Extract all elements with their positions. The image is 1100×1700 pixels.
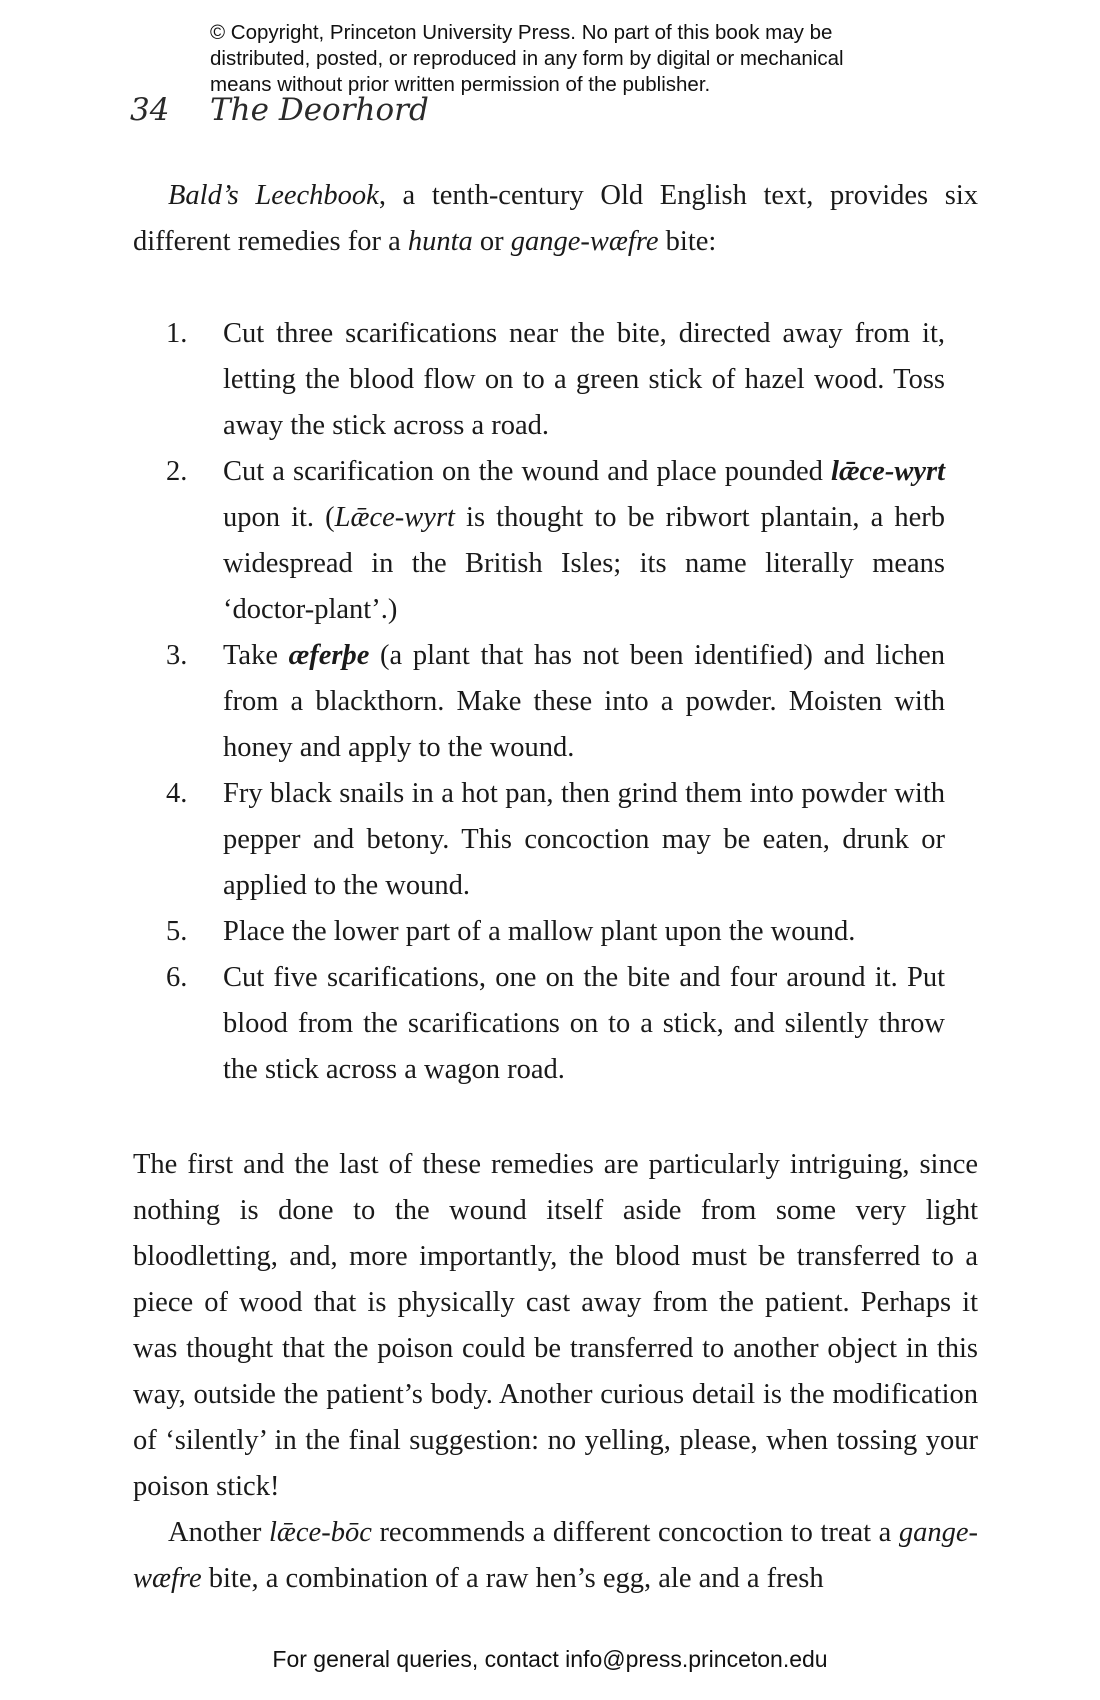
term-laece-wyrt: lǣce-wyrt <box>831 456 945 487</box>
copyright-notice <box>210 20 970 98</box>
item-text: Cut three scarifications near the bite, directed away from it, letting the blood flow on to a green stick of hazel wood. Toss away the stick across a road. <box>223 318 945 441</box>
intro-text: bite: <box>658 226 717 257</box>
running-head <box>130 92 429 128</box>
term-gange-waefre: gange-wæfre <box>510 226 659 257</box>
page-number: 34 <box>130 92 170 128</box>
item-text: Fry black snails in a hot pan, then grind them into powder with pepper and betony. This concoction may be eaten, drunk or applied to the wound. <box>223 778 945 901</box>
list-item <box>133 633 945 771</box>
paragraph-text: recommends a different concoction to treat a <box>371 1517 899 1548</box>
item-text: Cut a scarification on the wound and place pounded <box>223 456 832 487</box>
list-item <box>133 909 945 955</box>
copyright-line: © Copyright, Princeton University Press. No part of this book may be <box>210 21 833 44</box>
remedy-list <box>133 311 945 1093</box>
copyright-line: means without prior written permission of the publisher. <box>210 73 711 96</box>
item-text: upon it. ( <box>223 502 335 533</box>
book-title: Bald’s Leechbook <box>168 180 379 211</box>
item-number: 1. <box>166 318 188 349</box>
item-number: 6. <box>166 962 188 993</box>
list-item <box>133 771 945 909</box>
term-laece-boc: lǣce-bōc <box>268 1517 372 1548</box>
term-gange-waefre: gange-wæfre <box>133 1517 979 1594</box>
item-text: (a plant that has not been identified) and lichen from a blackthorn. Make these into a powder. Moisten with honey and apply to the wound. <box>223 640 946 763</box>
copyright-line: distributed, posted, or reproduced in any form by digital or mechanical <box>210 47 844 70</box>
item-text: Take <box>223 640 289 671</box>
paragraph-text: Another <box>168 1517 269 1548</box>
footer-contact: For general queries, contact info@press.princeton.edu <box>272 1646 828 1672</box>
item-number: 5. <box>166 916 188 947</box>
list-item <box>133 449 945 633</box>
list-item <box>133 311 945 449</box>
intro-text: or <box>472 226 511 257</box>
intro-paragraph <box>133 173 978 265</box>
item-text: is thought to be ribwort plantain, a herb widespread in the British Isles; its name literally means ‘doctor-plant’.) <box>223 502 945 625</box>
term-aeferthe: æferþe <box>288 640 370 671</box>
intro-text: , a tenth-century Old English text, provides six different remedies for a <box>133 180 978 257</box>
chapter-title: The Deorhord <box>210 92 429 128</box>
item-number: 4. <box>166 778 188 809</box>
body-paragraph: The first and the last of these remedies are particularly intriguing, since nothing is done to the wound itself aside from some very light bloodletting, and, more importantly, the blood must be transferred to a piece of wood that is physically cast away from the patient. Perhaps it was thought that the poison could be transferred to another object in this way, outside the patient’s body. Another curious detail is the modification of ‘silently’ in the final suggestion: no yelling, please, when tossing your poison stick! <box>133 1149 978 1502</box>
item-text: Cut five scarifications, one on the bite and four around it. Put blood from the scarifications on to a stick, and silently throw the stick across a wagon road. <box>223 962 945 1085</box>
term-hunta: hunta <box>407 226 473 257</box>
item-number: 3. <box>166 640 188 671</box>
list-item <box>133 955 945 1093</box>
body-paragraph <box>133 1510 978 1602</box>
term-laece-wyrt-italic: Lǣce-wyrt <box>334 502 455 533</box>
item-text: Place the lower part of a mallow plant upon the wound. <box>223 916 856 947</box>
paragraph-text: bite, a combination of a raw hen’s egg, ale and a fresh <box>201 1563 824 1594</box>
item-number: 2. <box>166 456 188 487</box>
